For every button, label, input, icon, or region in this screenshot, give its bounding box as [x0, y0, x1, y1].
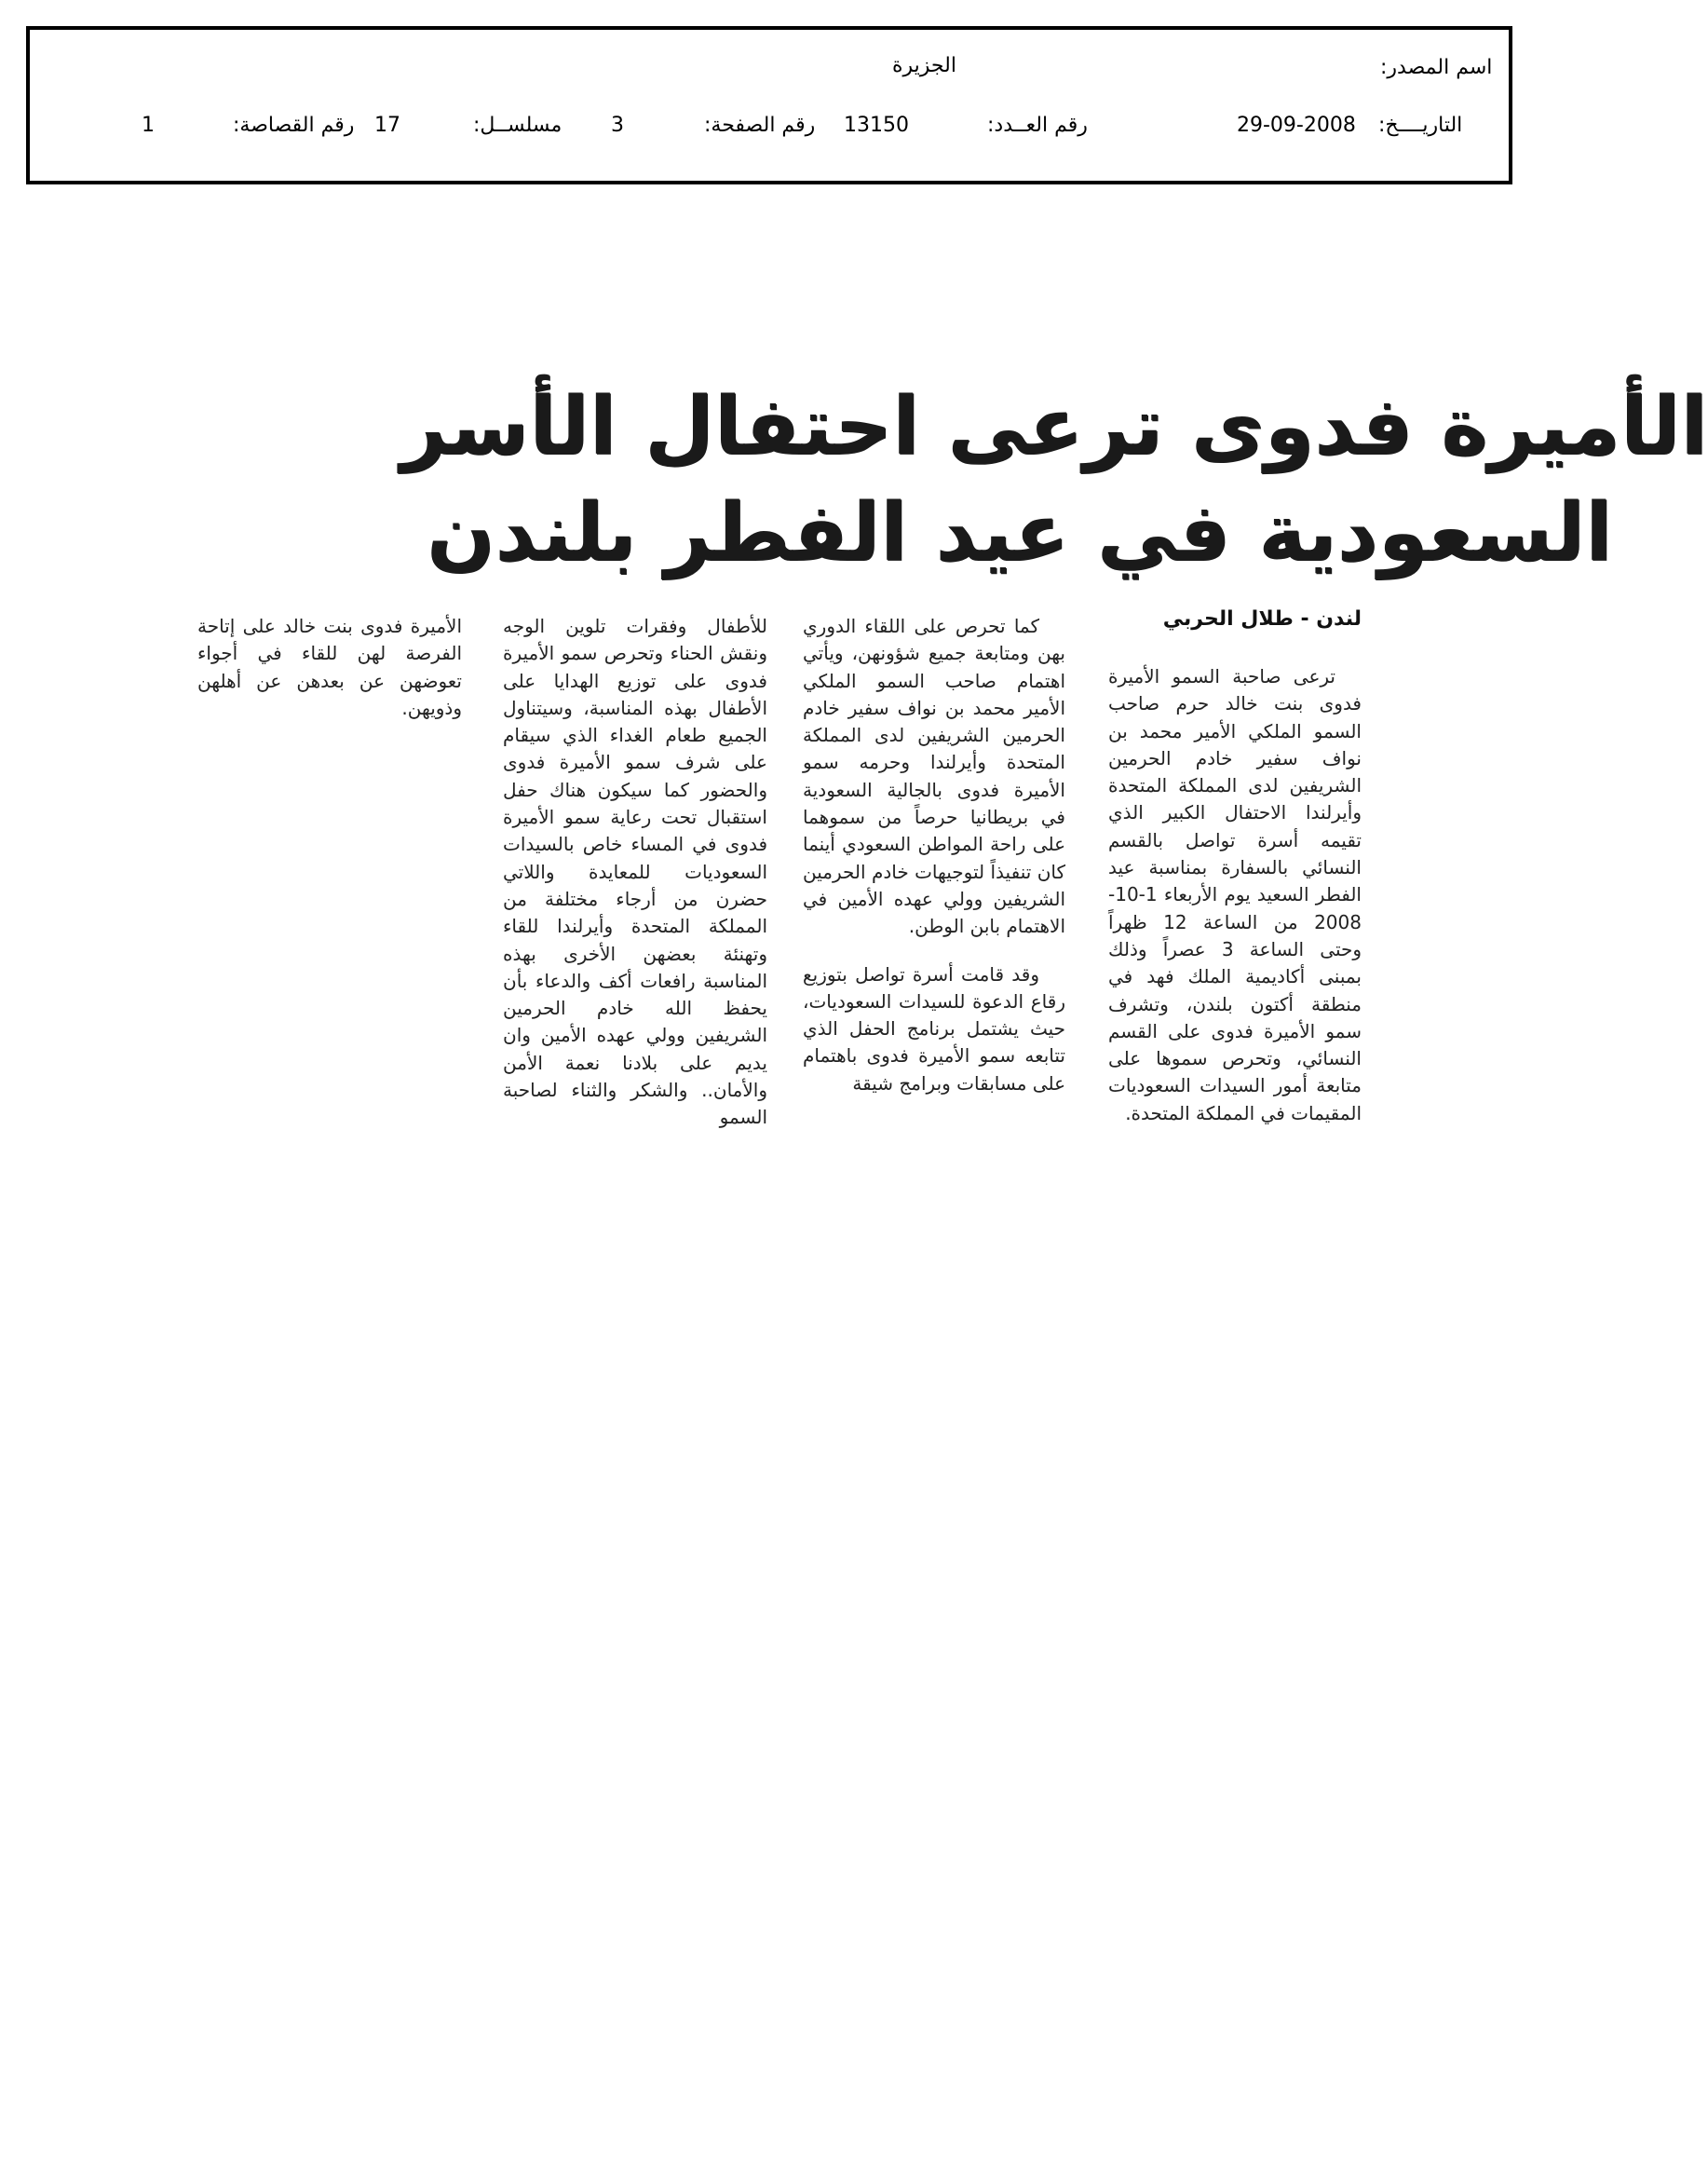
source-value: الجزيرة: [892, 54, 956, 77]
article-column-2: [803, 613, 1065, 1097]
clipping-header-box: [26, 26, 1512, 184]
clipping-label: رقم القصاصة:: [233, 114, 355, 137]
page-value: 3: [611, 114, 624, 137]
serial-label: مسلســل:: [473, 114, 563, 137]
article-column-4: [197, 613, 462, 722]
paragraph: الأميرة فدوى بنت خالد على إتاحة الفرصة لهن للقاء في أجواء تعوضهن عن بعدهن عن أهلهن وذويهن.: [197, 615, 462, 719]
clipping-value: 1: [142, 114, 155, 137]
issue-value: 13150: [844, 114, 909, 137]
date-value: 29-09-2008: [1237, 114, 1356, 137]
source-label: اسم المصدر:: [1380, 56, 1493, 79]
issue-label: رقم العــدد:: [987, 114, 1088, 137]
paragraph: للأطفال وفقرات تلوين الوجه ونقش الحناء وتحرص سمو الأميرة فدوى على توزيع الهدايا على الأطفال بهذه المناسبة، وسيتناول الجميع طعام الغداء الذي سيقام على شرف سمو الأميرة فدوى والحضور كما سيكون هناك حفل استقبال تحت رعاية سمو الأميرة فدوى في المساء خاص بالسيدات السعوديات للمعايدة واللاتي حضرن من أرجاء مختلفة من المملكة المتحدة وأيرلندا للقاء وتهنئة بعضهن الأخرى بهذه المناسبة رافعات أكف والدعاء بأن يحفظ الله خادم الحرمين الشريفين وولي عهده الأمين وان يديم على بلادنا نعمة الأمن والأمان.. والشكر والثناء لصاحبة السمو: [503, 615, 767, 1129]
serial-value: 17: [374, 114, 400, 137]
paragraph: كما تحرص على اللقاء الدوري بهن ومتابعة جميع شؤونهن، ويأتي اهتمام صاحب السمو الملكي الأمير محمد بن نواف سفير خادم الحرمين الشريفين لدى المملكة المتحدة وأيرلندا وحرمه سمو الأميرة فدوى بالجالية السعودية في بريطانيا حرصاً من سموهما على راحة المواطن السعودي أينما كان تنفيذاً لتوجيهات خادم الحرمين الشريفين وولي عهده الأمين في الاهتمام بابن الوطن.: [803, 615, 1065, 938]
article-column-1: [1108, 663, 1362, 1127]
page-label: رقم الصفحة:: [704, 114, 816, 137]
byline: لندن - طلال الحربي: [1162, 607, 1362, 631]
paragraph: ترعى صاحبة السمو الأميرة فدوى بنت خالد حرم صاحب السمو الملكي الأمير محمد بن نواف سفير خادم الحرمين الشريفين لدى المملكة المتحدة وأيرلندا الاحتفال الكبير الذي تقيمه أسرة تواصل بالقسم النسائي بالسفارة بمناسبة عيد الفطر السعيد يوم الأربعاء 1-10-2008 من الساعة 12 ظهراً وحتى الساعة 3 عصراً وذلك بمبنى أكاديمية الملك فهد في منطقة أكتون بلندن، وتشرف سمو الأميرة فدوى على القسم النسائي، وتحرص سموها على متابعة أمور السيدات السعوديات المقيمات في المملكة المتحدة.: [1108, 665, 1362, 1124]
paragraph: وقد قامت أسرة تواصل بتوزيع رقاع الدعوة للسيدات السعوديات، حيث يشتمل برنامج الحفل الذي تتابعه سمو الأميرة فدوى باهتمام على مسابقات وبرامج شيقة: [803, 962, 1065, 1095]
headline-line-2: السعودية في عيد الفطر بلندن: [427, 486, 1613, 579]
headline-line-1: الأميرة فدوى ترعى احتفال الأسر: [400, 380, 1708, 473]
date-label: التاريــــخ:: [1378, 114, 1463, 137]
article-column-3: [503, 613, 767, 1132]
